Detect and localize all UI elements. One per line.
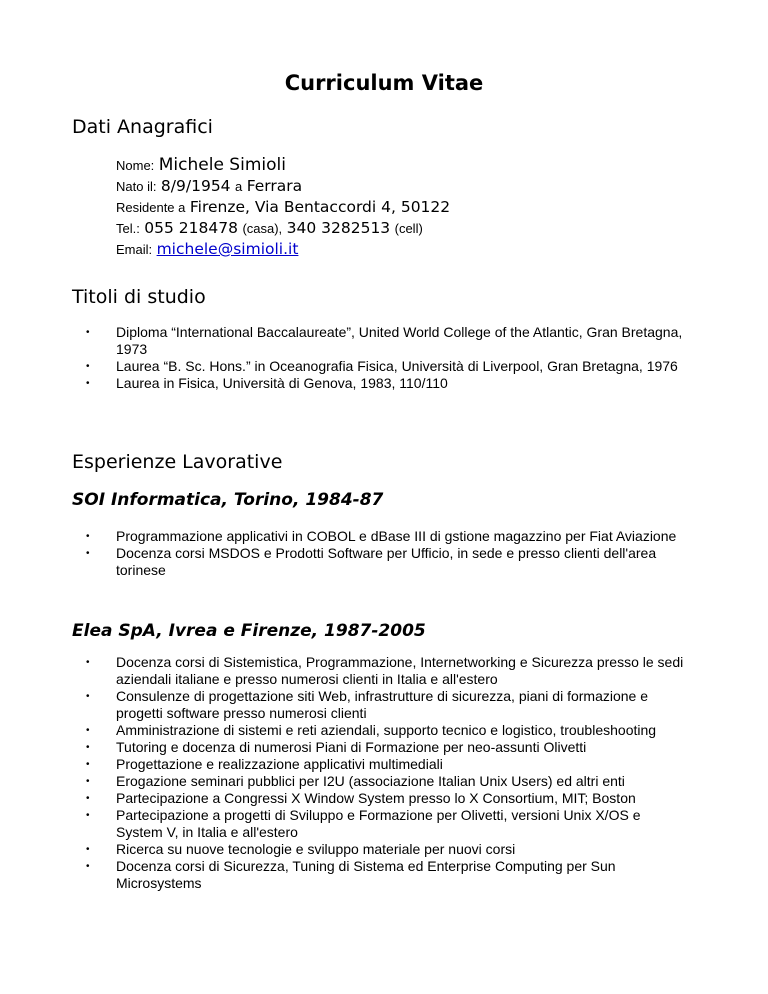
residente-label: Residente a [116, 200, 186, 215]
info-nome [116, 155, 450, 176]
nato-label: Nato il: [116, 179, 157, 194]
list-item: • Ricerca su nuove tecnologie e sviluppo materiale per nuovi corsi [86, 841, 516, 857]
list-item: • Partecipazione a Congressi X Window System presso lo X Consortium, MIT; Boston [86, 790, 636, 806]
nome-label: Nome: [116, 158, 155, 173]
list-item: • Laurea in Fisica, Università di Genova, 1983, 110/110 [86, 375, 448, 391]
nome-value: Michele Simioli [158, 155, 286, 175]
elea-list [0, 654, 688, 892]
list-item: • Erogazione seminari pubblici per I2U (associazione Italian Unix Users) ed altri enti [86, 773, 625, 789]
list-item: • Progettazione e realizzazione applicativi multimediali [86, 756, 443, 772]
heading-esperienze: Esperienze Lavorative [72, 451, 283, 473]
list-item: • Docenza corsi di Sicurezza, Tuning di Sistema ed Enterprise Computing per Sun Microsystems [86, 858, 616, 891]
list-item: • Laurea “B. Sc. Hons.” in Oceanografia Fisica, Università di Liverpool, Gran Bretagna, 1976 [86, 358, 678, 374]
tel-cell: 340 3282513 [286, 219, 391, 237]
soi-list [0, 528, 688, 579]
nato-luogo: Ferrara [246, 177, 303, 195]
nato-a: a [235, 179, 243, 194]
studio-list [0, 324, 688, 392]
list-item: • Docenza corsi di Sistemistica, Programmazione, Internetworking e Sicurezza presso le sedi aziendali italiane e presso numerosi clienti in Italia e all'estero [86, 654, 684, 687]
info-telefono [116, 218, 450, 239]
email-label: Email: [116, 242, 153, 257]
tel-cell-note: (cell) [394, 221, 423, 236]
tel-label: Tel.: [116, 221, 140, 236]
heading-soi: SOI Informatica, Torino, 1984-87 [72, 490, 384, 510]
heading-elea: Elea SpA, Ivrea e Firenze, 1987-2005 [72, 621, 426, 641]
heading-titoli-studio: Titoli di studio [72, 286, 206, 308]
list-item: • Partecipazione a progetti di Sviluppo e Formazione per Olivetti, versioni Unix X/OS e System V, in Italia e all'estero [86, 807, 641, 840]
nato-data: 8/9/1954 [160, 177, 231, 195]
list-item: • Consulenze di progettazione siti Web, infrastrutture di sicurezza, piani di formazione e progetti software presso numerosi clienti [86, 688, 649, 721]
info-email [116, 239, 450, 260]
heading-dati-anagrafici: Dati Anagrafici [72, 116, 213, 138]
list-item: • Diploma “International Baccalaureate”, United World College of the Atlantic, Gran Bretagna, 1973 [86, 324, 683, 357]
residente-value: Firenze, Via Bentaccordi 4, 50122 [189, 198, 451, 216]
email-link[interactable]: michele@simioli.it [156, 240, 299, 258]
document-title: Curriculum Vitae [284, 71, 484, 95]
list-item: • Programmazione applicativi in COBOL e dBase III di gstione magazzino per Fiat Aviazione [86, 528, 677, 544]
list-item: • Amministrazione di sistemi e reti aziendali, supporto tecnico e logistico, troubleshooting [86, 722, 657, 738]
info-nato [116, 176, 450, 197]
tel-casa: 055 218478 [144, 219, 238, 237]
personal-info [116, 155, 450, 260]
list-item: • Docenza corsi MSDOS e Prodotti Software per Ufficio, in sede e presso clienti dell'area torinese [86, 545, 657, 578]
list-item: • Tutoring e docenza di numerosi Piani di Formazione per neo-assunti Olivetti [86, 739, 587, 755]
info-residenza [116, 197, 450, 218]
tel-casa-note: (casa), [242, 221, 283, 236]
